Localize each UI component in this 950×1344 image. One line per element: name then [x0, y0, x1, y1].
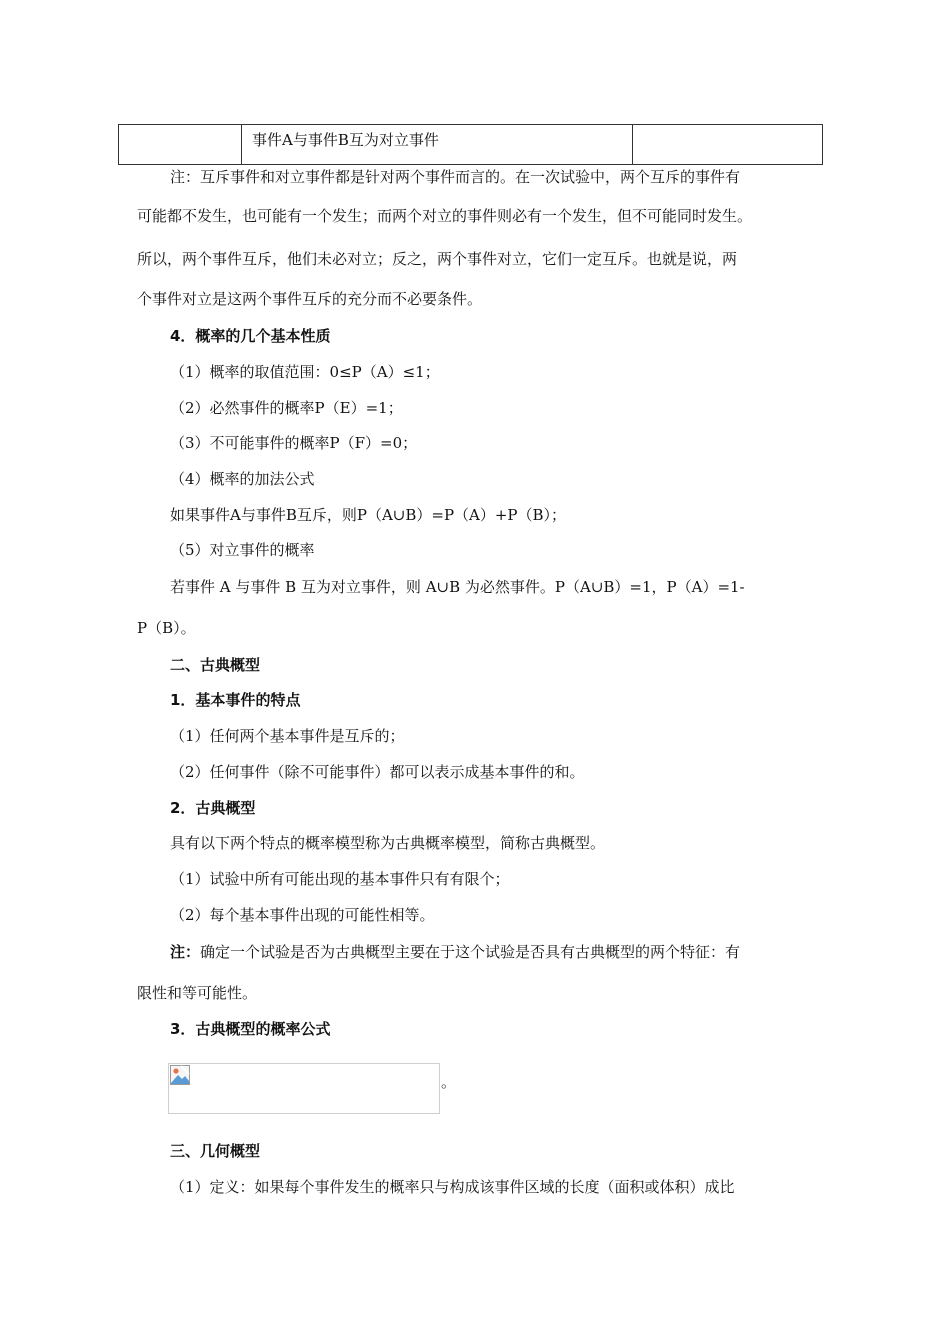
paragraph-line: 若事件 A 与事件 B 互为对立事件，则 A∪B 为必然事件。P（A∪B）=1，P（A）=1-: [170, 578, 745, 596]
section-heading: 3．古典概型的概率公式: [170, 1020, 331, 1038]
list-item: （1）试验中所有可能出现的基本事件只有有限个；: [170, 870, 510, 888]
paragraph-line: 具有以下两个特点的概率模型称为古典概率模型，简称古典概型。: [170, 834, 606, 852]
list-item: （1）概率的取值范围：0≤P（A）≤1；: [170, 363, 440, 381]
paragraph-line: （1）定义：如果每个事件发生的概率只与构成该事件区域的长度（面积或体积）成比: [170, 1178, 735, 1196]
list-item: （3）不可能事件的概率P（F）=0；: [170, 434, 418, 452]
list-item: （2）必然事件的概率P（E）=1；: [170, 399, 403, 417]
list-item: （1）任何两个基本事件是互斥的；: [170, 727, 405, 745]
part-heading: 二、古典概型: [170, 656, 261, 674]
list-item: （2）每个基本事件出现的可能性相等。: [170, 906, 435, 924]
broken-image-icon: [170, 1065, 190, 1085]
table-cell: [633, 125, 823, 165]
section-heading: 2．古典概型: [170, 799, 256, 817]
list-item: （4）概率的加法公式: [170, 470, 315, 488]
table-cell: [119, 125, 242, 165]
paragraph-line: P（B）。: [137, 619, 196, 637]
list-item: （2）任何事件（除不可能事件）都可以表示成基本事件的和。: [170, 763, 585, 781]
event-table: [118, 124, 823, 165]
note-text: 确定一个试验是否为古典概型主要在于这个试验是否具有古典概型的两个特征：有: [200, 943, 741, 961]
note-paragraph-line: 个事件对立是这两个事件互斥的充分而不必要条件。: [137, 290, 483, 308]
note-paragraph-line: 可能都不发生，也可能有一个发生；而两个对立的事件则必有一个发生，但不可能同时发生。: [137, 207, 753, 225]
note-label: 注：: [170, 943, 201, 961]
table-row: [119, 125, 823, 165]
formula-period: 。: [441, 1073, 457, 1091]
note-paragraph-line: 限性和等可能性。: [137, 984, 258, 1002]
note-paragraph-line: [170, 942, 740, 962]
section-heading: 4．概率的几个基本性质: [170, 327, 331, 345]
note-paragraph-line: 注：互斥事件和对立事件都是针对两个事件而言的。在一次试验中，两个互斥的事件有: [170, 168, 741, 186]
list-item: （5）对立事件的概率: [170, 541, 315, 559]
table-cell: 事件A与事件B互为对立事件: [242, 125, 633, 165]
note-paragraph-line: 所以，两个事件互斥，他们未必对立；反之，两个事件对立，它们一定互斥。也就是说，两: [137, 250, 738, 268]
list-item: 如果事件A与事件B互斥，则P（A∪B）=P（A）+P（B）；: [170, 506, 567, 524]
part-heading: 三、几何概型: [170, 1142, 261, 1160]
formula-image-placeholder: [168, 1063, 440, 1114]
section-heading: 1．基本事件的特点: [170, 691, 301, 709]
